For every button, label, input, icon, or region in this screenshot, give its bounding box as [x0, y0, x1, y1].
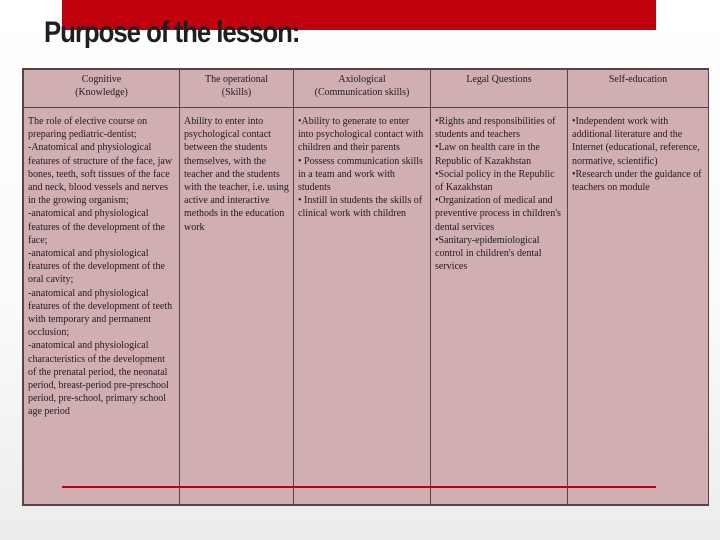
header-operational: The operational (Skills)	[180, 70, 294, 108]
bottom-accent-line	[62, 486, 656, 488]
lesson-purpose-table	[22, 68, 709, 506]
table-header-row	[24, 70, 709, 108]
slide-title: Purpose of the lesson:	[44, 16, 300, 49]
cell-operational: Ability to enter into psychological contact between the students themselves, with the teacher and the students with the teacher, i.e. using active and interactive methods in the education work	[180, 108, 294, 505]
cell-cognitive: The role of elective course on preparing pediatric-dentist; -Anatomical and physiological features of structure of the face, jaw bones, teeth, soft tissues of the face and neck, blood vessels and nerves in the growing organism; -anatomical and physiological features of the development of the face; -anatomical and physiological features of the development of the oral cavity; -anatomical and physiological features of the development of teeth with temporary and permanent occlusion; -anatomical and physiological characteristics of the development of the prenatal period, the neonatal period, breast-period pre-preschool period, pre-school, primary school age period	[24, 108, 180, 505]
table-row	[24, 108, 709, 505]
header-legal-questions: Legal Questions	[431, 70, 568, 108]
cell-legal-questions: •Rights and responsibilities of students and teachers •Law on health care in the Republic of Kazakhstan •Social policy in the Republic of Kazakhstan •Organization of medical and preventive process in children's dental services •Sanitary-epidemiological control in children's dental services	[431, 108, 568, 505]
cell-axiological: •Ability to generate to enter into psychological contact with children and their parents • Possess communication skills in a team and work with students • Instill in students the skills of clinical work with children	[294, 108, 431, 505]
header-cognitive: Cognitive (Knowledge)	[24, 70, 180, 108]
header-self-education: Self-education	[568, 70, 709, 108]
cell-self-education: •Independent work with additional literature and the Internet (educational, reference, normative, scientific) •Research under the guidance of teachers on module	[568, 108, 709, 505]
objectives-table	[23, 69, 709, 505]
header-axiological: Axiological (Communication skills)	[294, 70, 431, 108]
